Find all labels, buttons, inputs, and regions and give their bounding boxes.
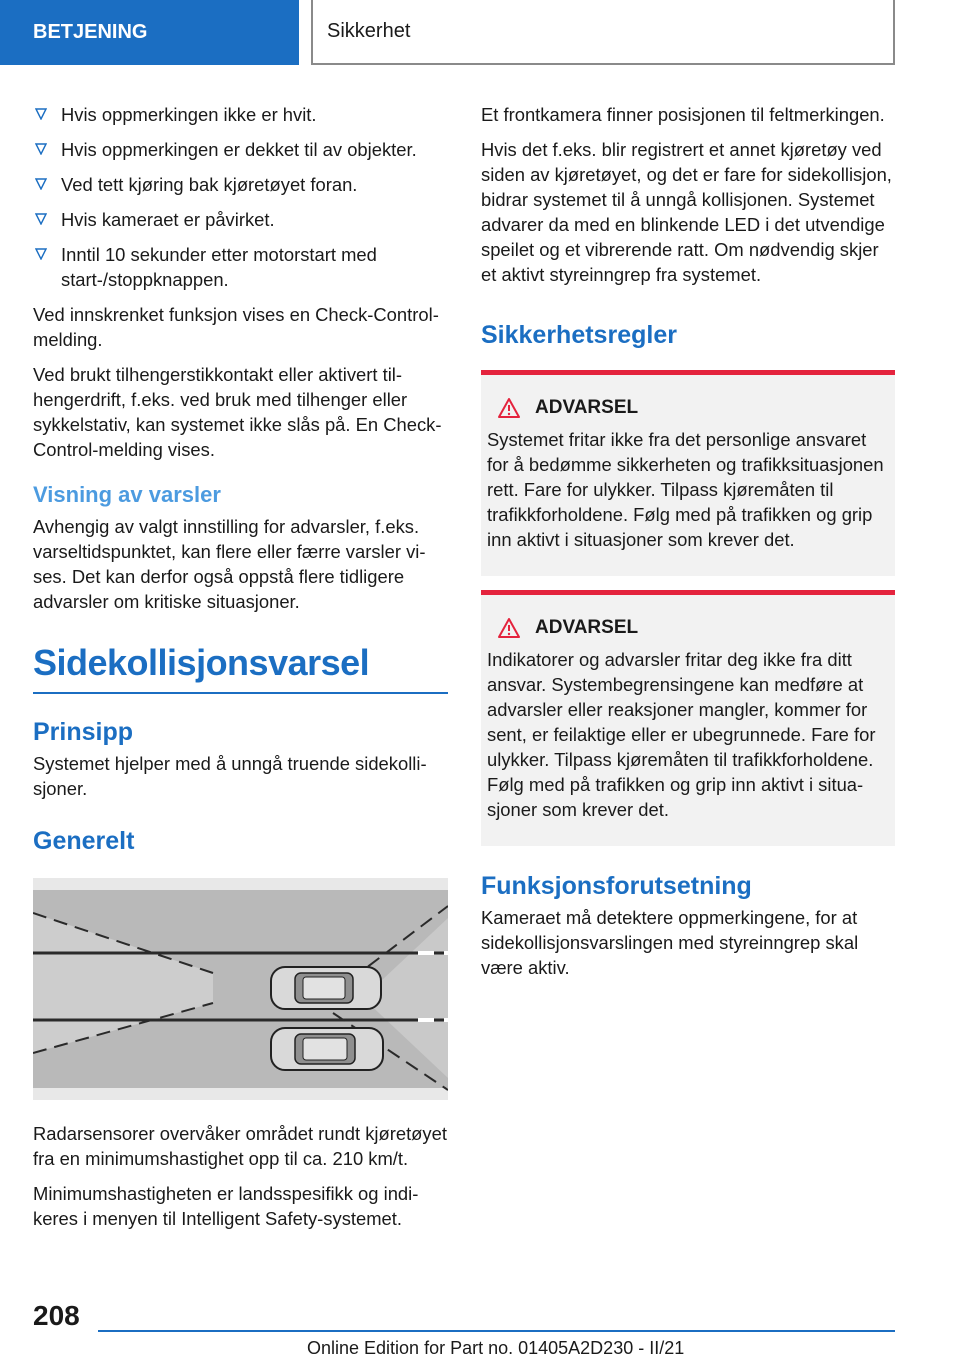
prinsipp-paragraph: Systemet hjelper med å unngå truende sidekollisjoner.: [33, 753, 427, 799]
warning-triangle-icon: [497, 397, 521, 419]
warning-text: Indikatorer og advarsler fritar deg ikke fra ditt ansvar. Systembegrensingene kan medføre at advarsler eller reaksjoner mangler, kommer for sent, er feilaktige eller er ubegrunnede. Fare for ulykker. Tilpass kjøremåten til trafikkforholdene.: [487, 649, 876, 770]
list-item: Hvis oppmerkingen ikke er hvit.: [33, 102, 448, 127]
triangle-bullet-icon: [35, 213, 47, 225]
minimum-speed-paragraph: Minimumshastigheten er landsspesifikk og indikeres i menyen til Intelligent Safety-systemet.: [33, 1183, 419, 1229]
funksjon-paragraph: Kameraet må detektere oppmerkingene, for at sidekollisjonsvarslingen med styreinngrep skal være aktiv.: [481, 907, 859, 978]
warning-box: [481, 590, 895, 846]
right-column: [481, 102, 895, 990]
warning-label: ADVARSEL: [535, 617, 639, 638]
radar-coverage-illustration: [33, 878, 448, 1100]
warning-header: [497, 397, 887, 419]
limitations-list: [33, 102, 448, 292]
prinsipp-heading: Prinsipp: [33, 718, 134, 746]
page-header-title: Sikkerhet: [311, 0, 895, 65]
triangle-bullet-icon: [35, 248, 47, 260]
visning-heading: Visning av varsler: [33, 482, 221, 507]
warning-header: [497, 617, 887, 639]
page-title: Sidekollisjonsvarsel: [33, 642, 448, 694]
list-item: Inntil 10 sekunder etter motorstart med start-/stoppknappen.: [33, 242, 448, 292]
list-item: Ved tett kjøring bak kjøretøyet foran.: [33, 172, 448, 197]
sikkerhet-heading: Sikkerhetsregler: [481, 321, 677, 349]
radar-paragraph: Radarsensorer overvåker området rundt kjøretøyet fra en minimumshastighet opp til ca. 210 km/t.: [33, 1123, 447, 1169]
triangle-bullet-icon: [35, 143, 47, 155]
left-column: [33, 102, 448, 1241]
adjacent-car-icon: [271, 1028, 383, 1070]
generelt-heading: Generelt: [33, 827, 135, 855]
footer-divider: [98, 1330, 895, 1332]
vehicle-paragraph: Hvis det f.eks. blir registrert et annet kjøretøy ved siden av kjøretøyet, og det er fare for sidekollisjon, bidrar systemet til å unngå kollisjonen. Systemet advarer da med en blinkende LED i det utvendige speilet og et vibrerende ratt. Om nødvendig skjer et aktivt styreinngrep fra systemet.: [481, 139, 892, 285]
ego-car-icon: [271, 967, 381, 1009]
warning-text: Følg med på trafikken og grip inn aktivt i situasjoner som krever det.: [487, 774, 864, 820]
check-control-paragraph: Ved innskrenket funksjon vises en Check-Control-melding.: [33, 304, 439, 350]
trailer-paragraph: Ved brukt tilhengerstikkontakt eller aktivert tilhengerdrift, f.eks. ved bruk med tilhenger eller sykkelstativ, kan systemet ikke slås på. En Check-Control-melding vises.: [33, 364, 442, 460]
list-item: Hvis kameraet er påvirket.: [33, 207, 448, 232]
section-tab: BETJENING: [0, 0, 299, 65]
triangle-bullet-icon: [35, 108, 47, 120]
warning-triangle-icon: [497, 617, 521, 639]
warning-text: Systemet fritar ikke fra det personlige ansvaret for å bedømme sikkerheten og trafikksituasjonen rett. Fare for ulykker. Tilpass kjøremåten til trafikkforholdene. Følg med på trafikken og grip inn aktivt i situasjoner som krever det.: [487, 429, 884, 550]
warning-label: ADVARSEL: [535, 397, 639, 418]
warning-box: [481, 370, 895, 576]
funksjon-heading: Funksjonsforutsetning: [481, 872, 752, 900]
list-item: Hvis oppmerkingen er dekket til av objekter.: [33, 137, 448, 162]
triangle-bullet-icon: [35, 178, 47, 190]
edition-text: Online Edition for Part no. 01405A2D230 - II/21: [307, 1338, 685, 1358]
page-number: 208: [33, 1300, 80, 1331]
visning-paragraph: Avhengig av valgt innstilling for advarsler, f.eks. varseltidspunktet, kan flere eller færre varsler vises. Det kan derfor også oppstå flere tidligere advarsler om kritiske situasjoner.: [33, 516, 426, 612]
camera-paragraph: Et frontkamera finner posisjonen til feltmerkingen.: [481, 104, 885, 125]
